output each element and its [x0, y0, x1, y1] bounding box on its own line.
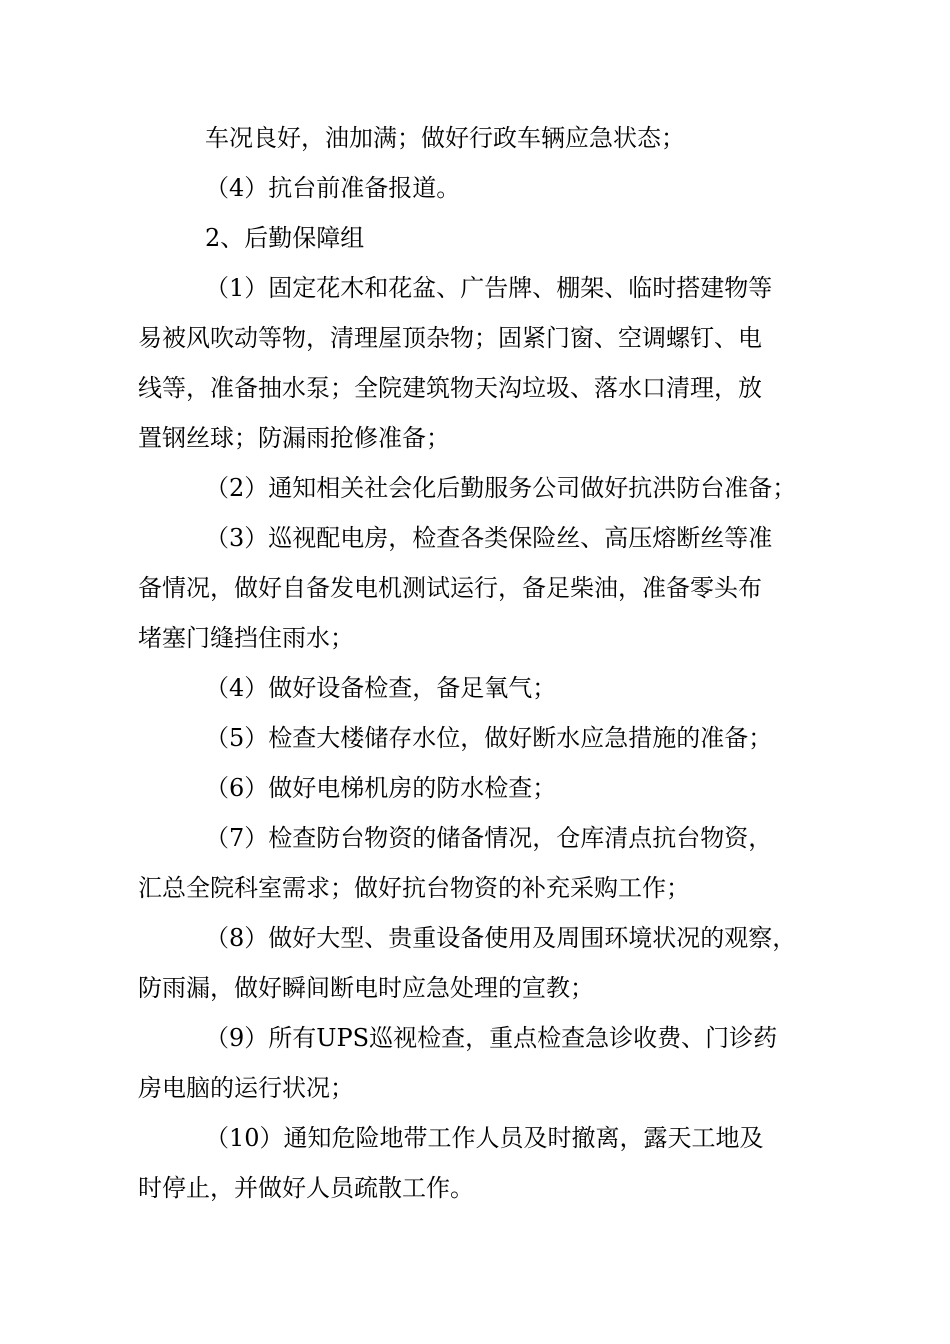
section-heading-logistics: 2、后勤保障组 [205, 224, 365, 252]
text-line-13: （5）检查大楼储存水位，做好断水应急措施的准备； [205, 724, 773, 752]
text-line-17: （8）做好大型、贵重设备使用及周围环境状况的观察， [205, 924, 797, 952]
text-line-7: 置钢丝球；防漏雨抢修准备； [138, 424, 450, 452]
text-line-19: （9）所有UPS巡视检查，重点检查急诊收费、门诊药 [205, 1024, 778, 1052]
text-line-22: 时停止，并做好人员疏散工作。 [138, 1174, 474, 1202]
text-line-20: 房电脑的运行状况； [138, 1074, 354, 1102]
text-line-8: （2）通知相关社会化后勤服务公司做好抗洪防台准备； [205, 474, 797, 502]
text-line-15: （7）检查防台物资的储备情况，仓库清点抗台物资， [205, 824, 773, 852]
text-line-1: 车况良好，油加满；做好行政车辆应急状态； [205, 124, 685, 152]
text-line-21: （10）通知危险地带工作人员及时撤离，露天工地及 [205, 1124, 764, 1152]
text-line-12: （4）做好设备检查，备足氧气； [205, 674, 557, 702]
text-line-16: 汇总全院科室需求；做好抗台物资的补充采购工作； [138, 874, 690, 902]
text-line-11: 堵塞门缝挡住雨水； [138, 624, 354, 652]
text-line-14: （6）做好电梯机房的防水检查； [205, 774, 557, 802]
text-line-18: 防雨漏，做好瞬间断电时应急处理的宣教； [138, 974, 594, 1002]
text-line-4: （1）固定花木和花盆、广告牌、棚架、临时搭建物等 [205, 274, 773, 302]
text-line-6: 线等，准备抽水泵；全院建筑物天沟垃圾、落水口清理，放 [138, 374, 762, 402]
text-line-9: （3）巡视配电房，检查各类保险丝、高压熔断丝等准 [205, 524, 773, 552]
text-line-10: 备情况，做好自备发电机测试运行，备足柴油，准备零头布 [138, 574, 762, 602]
text-line-2: （4）抗台前准备报道。 [205, 174, 461, 202]
text-line-5: 易被风吹动等物，清理屋顶杂物；固紧门窗、空调螺钉、电 [138, 324, 762, 352]
